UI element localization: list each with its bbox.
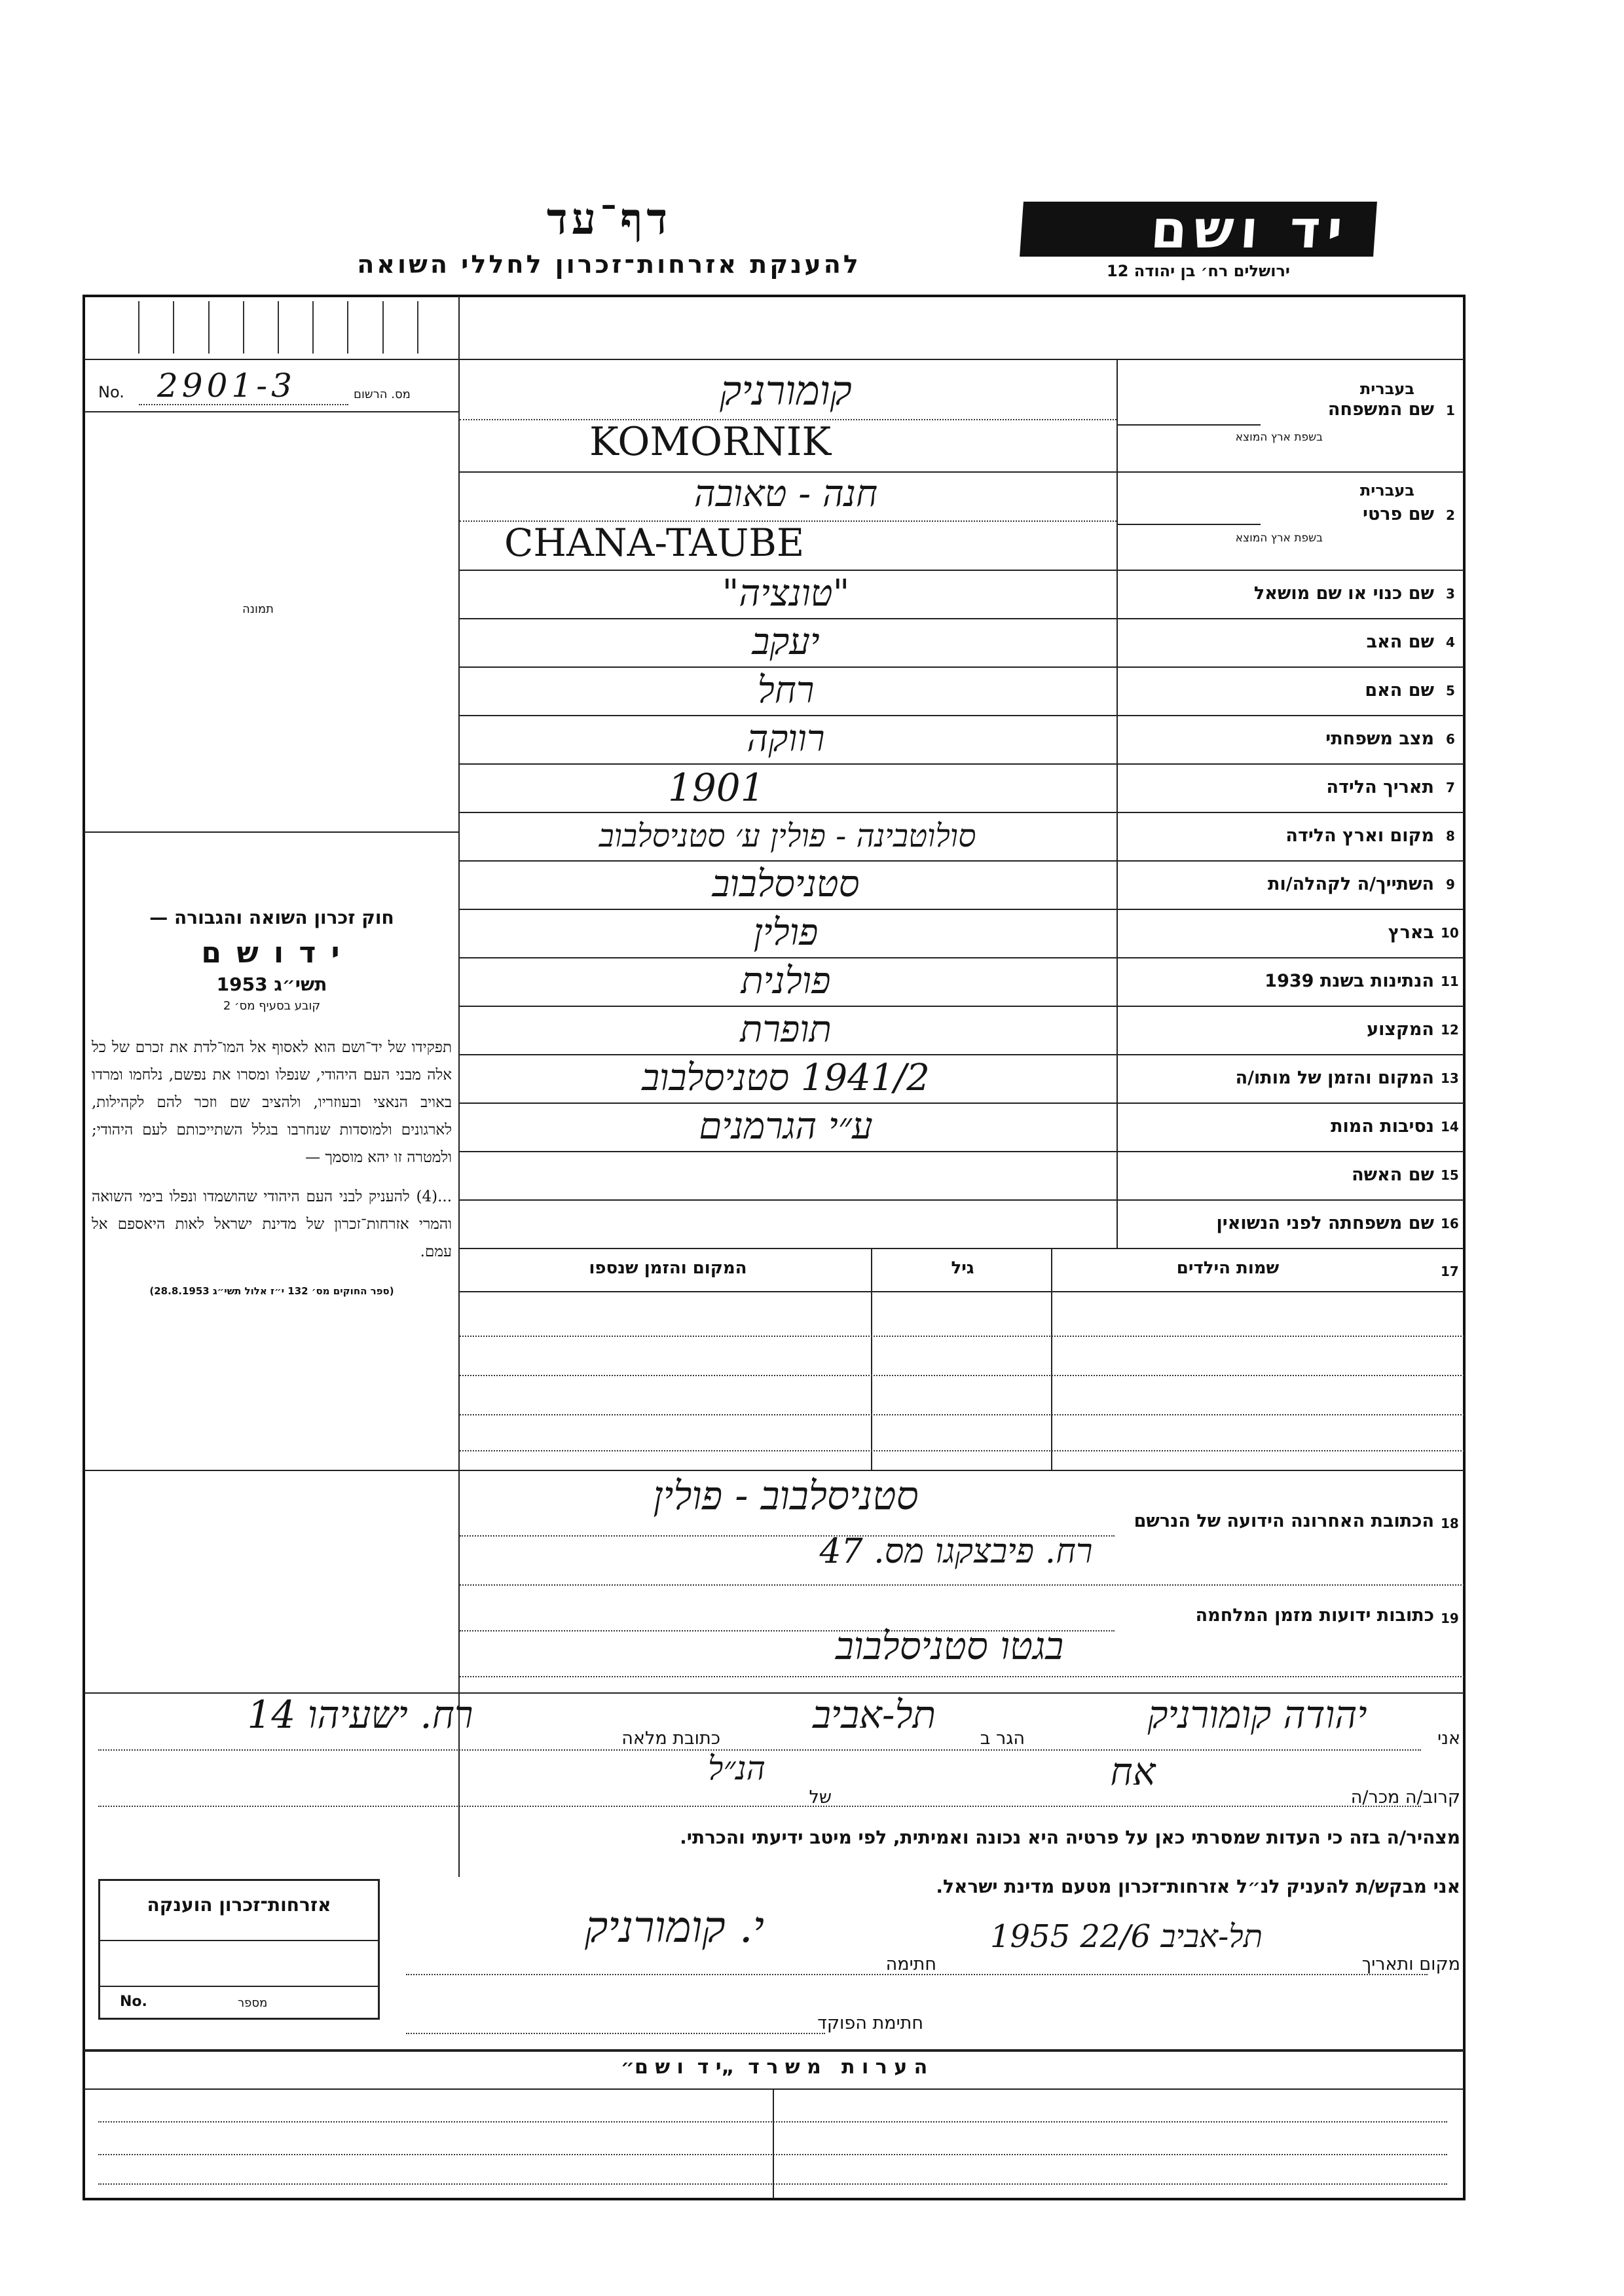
field-2-sub-origin: בשפת ארץ המוצא xyxy=(1235,532,1323,545)
children-col-age: גיל xyxy=(951,1258,974,1278)
law-source: (ספר החוקים מס׳ 132 י״ז אלול תשי״ג 28.8.1953) xyxy=(149,1285,394,1297)
decl-signature-label: חתימה xyxy=(885,1954,936,1975)
citizenship-no-he-label: מספר xyxy=(238,1996,268,2010)
law-year: תשי״ג 1953 xyxy=(216,974,327,995)
decl-ani: אני xyxy=(1437,1728,1460,1749)
field-5-number: 5 xyxy=(1446,683,1455,699)
decl-of-value: הנ״ל xyxy=(708,1749,766,1787)
children-number: 17 xyxy=(1441,1264,1459,1279)
field-2-sub-hebrew: בעברית xyxy=(1359,481,1414,500)
law-text: תפקידו של יד־ושם הוא לאסוף אל המו־לדת את זכרם של כל אלה מבני העם היהודי, שנפלו ומסרו את נפשם, נלחמו ומרדו באויב הנאצי ובעוזריו, ולהציב שם וזכר להם לקהילות, לארגונים ולמוסדות שנחרבו בגלל השתייכותם לעם היהודי; ולמטרה זו יהא מוסמך — xyxy=(92,1039,452,1166)
field-19-value: בגטו סטניסלבוב xyxy=(835,1624,1064,1668)
field-3-label: שם כנוי או שם מושאל xyxy=(1253,583,1434,604)
law-clause: קובע בסעיף מס׳ 2 xyxy=(223,999,321,1013)
field-13-number: 13 xyxy=(1441,1070,1459,1086)
field-6-label: מצב משפחתי xyxy=(1325,729,1434,749)
citizenship-box xyxy=(98,1879,380,2020)
field-3-number: 3 xyxy=(1446,586,1455,602)
field-2-label: שם פרטי xyxy=(1363,504,1434,524)
field-9-number: 9 xyxy=(1446,877,1455,892)
field-2-value-latin: CHANA-TAUBE xyxy=(504,520,805,565)
field-2-value-hebrew: חנה - טאובה xyxy=(693,473,878,515)
field-11-number: 11 xyxy=(1441,974,1459,989)
decl-signature-value: י. קומורניק xyxy=(585,1902,764,1952)
field-7-number: 7 xyxy=(1446,780,1455,795)
decl-relation-value: אח xyxy=(1110,1749,1156,1794)
field-15-number: 15 xyxy=(1441,1167,1459,1183)
field-10-value: פולין xyxy=(753,911,819,954)
field-8-label: מקום וארץ הלידה xyxy=(1285,826,1434,846)
field-1-value-hebrew: קומורניק xyxy=(720,367,852,414)
decl-name-value: יהודה קומורניק xyxy=(1147,1692,1367,1737)
decl-city-value: תל-אביב xyxy=(812,1692,936,1737)
decl-request: אני מבקש/ת להעניק לנ״ל אזרחות־זכרון מטעם מדינת ישראל. xyxy=(936,1876,1460,1897)
field-10-number: 10 xyxy=(1441,925,1459,941)
field-11-label: הנתינות בשנת 1939 xyxy=(1264,971,1434,991)
field-9-value: סטניסלבוב xyxy=(712,863,860,905)
logo-text: יד ושם xyxy=(1149,199,1352,260)
field-6-value: רווקה xyxy=(747,718,825,760)
field-16-number: 16 xyxy=(1441,1216,1459,1231)
field-18-label: הכתובת האחרונה הידועה של הנרשם xyxy=(1134,1511,1434,1531)
field-4-label: שם האב xyxy=(1366,632,1434,652)
field-15-label: שם האשה xyxy=(1352,1165,1434,1185)
decl-of: של xyxy=(809,1787,832,1808)
field-18-value-line1: סטניסלבוב - פולין xyxy=(653,1473,919,1519)
registration-boxes xyxy=(105,301,452,354)
law-heading: חוק זכרון השואה והגבורה — xyxy=(149,907,394,928)
field-14-number: 14 xyxy=(1441,1119,1459,1135)
decl-statement: מצהיר/ה בזה כי העדות שמסרתי כאן על פרטיה היא נכונה ואמיתית, לפי מיטב ידיעתי והכרתי. xyxy=(680,1827,1460,1848)
decl-relative: קרוב/ה מכר/ה xyxy=(1350,1787,1460,1808)
field-5-label: שם האם xyxy=(1365,680,1434,701)
decl-officer-signature-label: חתימת הפוקד xyxy=(817,2013,923,2033)
field-1-sub-hebrew: בעברית xyxy=(1359,380,1414,398)
field-1-sub-origin: בשפת ארץ המוצא xyxy=(1235,431,1323,444)
field-1-label: שם המשפחה xyxy=(1327,399,1434,420)
field-13-label: המקום והזמן של מותו/ה xyxy=(1235,1068,1434,1088)
decl-street-value: רח. ישעיהו 14 xyxy=(247,1692,473,1737)
field-12-value: תופרת xyxy=(740,1008,832,1051)
law-name: י ד ו ש ם xyxy=(201,936,342,970)
decl-place-date-label: מקום ותאריך xyxy=(1361,1954,1460,1975)
children-col-names: שמות הילדים xyxy=(1176,1258,1280,1278)
field-8-number: 8 xyxy=(1446,828,1455,844)
registration-no-he-label: מס. הרשום xyxy=(354,388,411,401)
field-8-value: סולוטבינה - פולין ע׳ סטניסלבוב xyxy=(599,818,976,854)
field-5-value: רחל xyxy=(757,669,815,712)
field-11-value: פולנית xyxy=(741,960,831,1002)
field-18-number: 18 xyxy=(1441,1516,1459,1531)
field-19-number: 19 xyxy=(1441,1611,1459,1626)
field-4-value: יעקב xyxy=(752,621,820,663)
citizenship-no-label: No. xyxy=(120,1994,147,2010)
field-3-value: "טונציה" xyxy=(722,572,850,615)
field-1-value-latin: KOMORNIK xyxy=(589,419,832,465)
decl-place-date-value: תל-אביב 22/6 1955 xyxy=(989,1918,1263,1955)
registration-no-value: 2901-3 xyxy=(157,367,296,405)
field-12-number: 12 xyxy=(1441,1022,1459,1038)
field-10-label: בארץ xyxy=(1388,922,1434,943)
field-7-value: 1901 xyxy=(668,765,765,810)
field-14-label: נסיבות המות xyxy=(1331,1116,1434,1137)
field-1-number: 1 xyxy=(1446,403,1455,418)
office-notes-title: ה ע ר ו ת מ ש ר ד „י ד ו ש ם״ xyxy=(620,2056,928,2079)
law-box xyxy=(92,907,452,1297)
decl-full-address: כתובת מלאה xyxy=(621,1728,720,1749)
field-13-value: 1941/2 סטניסלבוב xyxy=(642,1057,930,1099)
header-address: ירושלים רח׳ בן יהודה 12 xyxy=(1107,262,1290,280)
citizenship-title: אזרחות־זכרון הוענקה xyxy=(147,1894,331,1916)
field-12-label: המקצוע xyxy=(1367,1019,1434,1040)
field-18-value-line2: רח. פיבצקגו מס. 47 xyxy=(819,1532,1093,1571)
field-4-number: 4 xyxy=(1446,634,1455,650)
form-title: דף־עד xyxy=(546,193,672,244)
field-19-label: כתובות ידועות מזמן המלחמה xyxy=(1195,1605,1434,1626)
yad-vashem-logo xyxy=(1020,199,1377,260)
law-text-2: ...(4) להעניק לבני העם היהודי שהושמדו ונפלו בימי השואה והמרי אזרחות־זכרון של מדינת ישראל לאות היאספם אל עמם. xyxy=(92,1188,452,1260)
form-subtitle: להענקת אזרחות־זכרון לחללי השואה xyxy=(357,250,861,279)
field-2-number: 2 xyxy=(1446,507,1455,523)
field-6-number: 6 xyxy=(1446,731,1455,747)
field-7-label: תאריך הלידה xyxy=(1326,777,1434,797)
field-16-label: שם משפחתה לפני הנשואין xyxy=(1216,1213,1434,1233)
field-9-label: השתייך/ה לקהלה/ות xyxy=(1268,874,1434,894)
decl-lives-in: הגר ב xyxy=(980,1728,1025,1749)
field-14-value: ע״י הגרמנים xyxy=(699,1105,873,1148)
registration-no-label: No. xyxy=(98,383,124,401)
children-col-place: המקום והזמן שנספו xyxy=(589,1258,747,1278)
photo-label: תמונה xyxy=(242,602,274,616)
